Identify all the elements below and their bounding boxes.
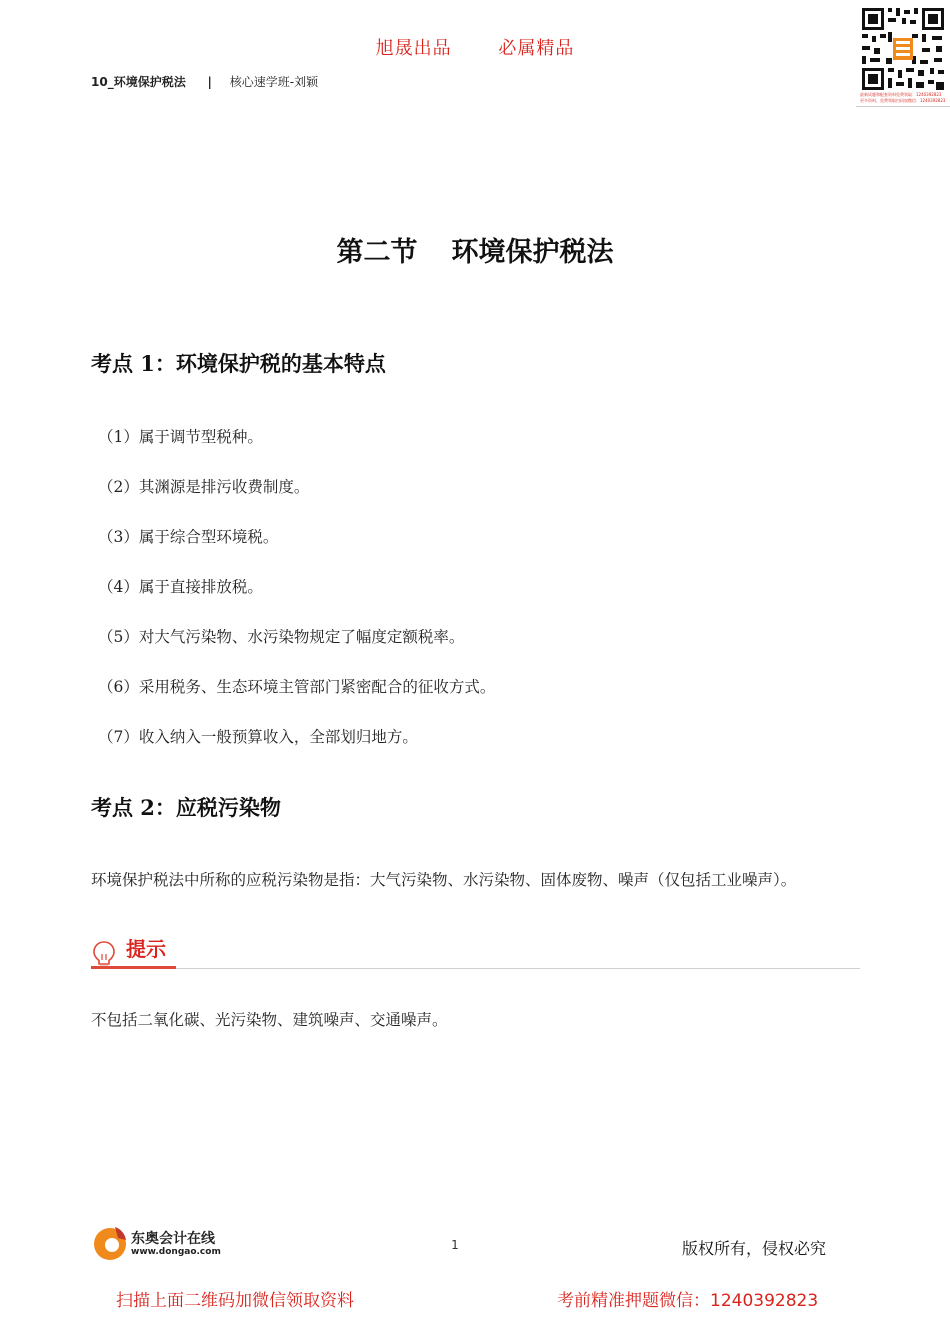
promo-wechat-text: 考前精准押题微信：1240392823 xyxy=(557,1291,819,1311)
qr-caption-line: 最新试题和配套资料免费领取：1240392823 xyxy=(860,92,942,97)
brand-slogan xyxy=(0,34,950,60)
section-heading: 考点 2：应税污染物 xyxy=(91,795,281,820)
list-item: （7）收入纳入一般预算收入，全部划归地方。 xyxy=(98,728,418,746)
qr-code-icon xyxy=(860,6,946,92)
list-item: （5）对大气污染物、水污染物规定了幅度定额税率。 xyxy=(98,628,465,646)
list-item: （2）其渊源是排污收费制度。 xyxy=(98,478,310,496)
class-name: 核心速学班-刘颖 xyxy=(229,75,319,89)
tip-text: 不包括二氧化碳、光污染物、建筑噪声、交通噪声。 xyxy=(91,1011,448,1029)
promo-scan-text: 扫描上面二维码加微信领取资料 xyxy=(116,1291,354,1311)
page-title-topic: 环境保护税法 xyxy=(451,237,614,268)
page-title-section: 第二节 xyxy=(336,237,418,268)
section-heading: 考点 1：环境保护税的基本特点 xyxy=(91,351,386,376)
list-item: （6）采用税务、生态环境主管部门紧密配合的征收方式。 xyxy=(98,678,496,696)
logo-url: www.dongao.com xyxy=(131,1247,221,1257)
page-number: 1 xyxy=(451,1238,459,1252)
header-divider xyxy=(856,106,950,107)
logo-name: 东奥会计在线 xyxy=(131,1231,215,1247)
running-head xyxy=(91,73,318,90)
running-head-separator: | xyxy=(207,75,212,89)
list-item: （3）属于综合型环境税。 xyxy=(98,528,279,546)
tip-divider xyxy=(91,968,860,969)
tip-label: 提示 xyxy=(126,937,166,961)
list-item: （1）属于调节型税种。 xyxy=(98,428,263,446)
page-title xyxy=(0,230,950,269)
list-item: （4）属于直接排放税。 xyxy=(98,578,263,596)
qr-caption-line: 更多资料，免费领取扫码加微信：1240392823 xyxy=(860,98,946,103)
feature-list xyxy=(98,425,495,775)
tip-underline xyxy=(91,966,176,969)
brand-slogan-left: 旭晟出品 xyxy=(375,38,452,59)
pollutant-paragraph: 环境保护税法中所称的应税污染物是指：大气污染物、水污染物、固体废物、噪声（仅包括工业噪声）。 xyxy=(91,871,797,889)
copyright-notice: 版权所有，侵权必究 xyxy=(682,1239,827,1258)
course-name: 10_环境保护税法 xyxy=(91,75,186,89)
brand-slogan-right: 必属精品 xyxy=(498,38,575,59)
qr-caption xyxy=(860,92,946,104)
